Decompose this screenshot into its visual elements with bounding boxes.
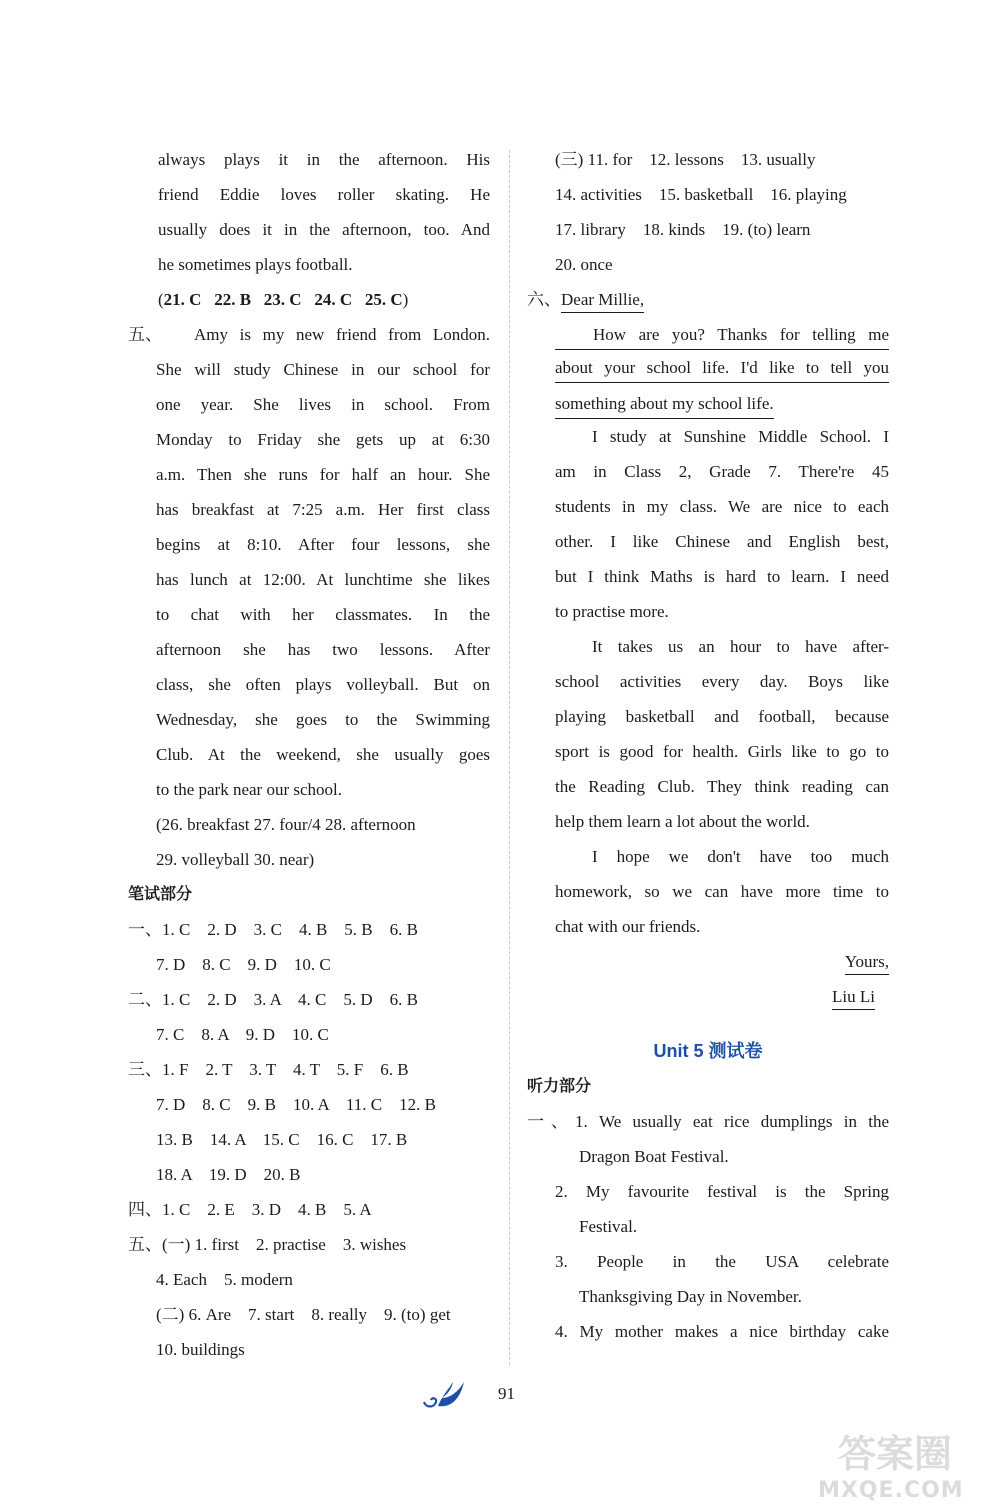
text-line: sport is good for health. Girls like to go to	[555, 742, 889, 761]
text-line: 2. My favourite festival is the Spring	[555, 1182, 889, 1201]
underlined-line	[555, 354, 889, 383]
text-line: 4. My mother makes a nice birthday cake	[555, 1322, 889, 1341]
text-line: other. I like Chinese and English best,	[555, 532, 889, 551]
letter-signature-line	[527, 979, 889, 1014]
answer-line: 7. C 8. A 9. D 10. C	[156, 1025, 329, 1044]
left-column	[128, 142, 490, 1367]
text-line: Thanksgiving Day in November.	[579, 1287, 802, 1306]
text-line: 3. People in the USA celebrate	[555, 1252, 889, 1271]
letter-closing: Yours,	[845, 950, 889, 975]
watermark	[808, 1418, 998, 1510]
text-line: to chat with her classmates. In the	[156, 605, 490, 624]
text-line: he sometimes plays football.	[158, 255, 353, 274]
watermark-url: MXQE.COM	[818, 1478, 964, 1503]
text-line: has breakfast at 7:25 a.m. Her first class	[156, 500, 490, 519]
text-line: usually does it in the afternoon, too. And	[158, 220, 490, 239]
answer-24: 24. C	[314, 290, 353, 309]
swirl-bird-logo-icon	[420, 1378, 470, 1412]
answer-line: (三) 11. for 12. lessons 13. usually	[555, 150, 816, 169]
text-line: students in my class. We are nice to each	[555, 497, 889, 516]
text-line: has lunch at 12:00. At lunchtime she likes	[156, 570, 490, 589]
section-5-first-line	[128, 317, 490, 352]
text-line: one year. She lives in school. From	[156, 395, 490, 414]
text-line: the Reading Club. They think reading can	[555, 777, 889, 796]
answer-line-29-30: 29. volleyball 30. near)	[156, 850, 315, 869]
answer-line: 7. D 8. C 9. D 10. C	[156, 955, 331, 974]
answer-23: 23. C	[263, 290, 302, 309]
letter-closing-line	[527, 944, 889, 979]
underlined-last-wrap	[555, 386, 889, 419]
answer-21: 21. C	[163, 290, 202, 309]
answer-line: 7. D 8. C 9. B 10. A 11. C 12. B	[156, 1095, 436, 1114]
text-line: a.m. Then she runs for half an hour. She	[156, 465, 490, 484]
text-line: am in Class 2, Grade 7. There're 45	[555, 462, 889, 481]
text-line: to the park near our school.	[156, 780, 342, 799]
underlined-text: How are you? Thanks for telling me	[593, 325, 889, 344]
section-marker: 六、	[527, 290, 561, 309]
column-divider	[509, 150, 510, 1365]
answer-25: 25. C	[364, 290, 403, 309]
page-number: 91	[498, 1384, 515, 1403]
letter-signature: Liu Li	[832, 985, 875, 1010]
text-line: Amy is my new friend from London.	[194, 325, 490, 344]
text-line: friend Eddie loves roller skating. He	[158, 185, 490, 204]
text-line: Wednesday, she goes to the Swimming	[156, 710, 490, 729]
text-line: class, she often plays volleyball. But on	[156, 675, 490, 694]
answer-line: 20. once	[555, 255, 613, 274]
text-line: help them learn a lot about the world.	[555, 812, 810, 831]
answer-line: 二、1. C 2. D 3. A 4. C 5. D 6. B	[128, 990, 418, 1009]
letter-greeting: Dear Millie,	[561, 288, 644, 313]
answer-line: 一、1. C 2. D 3. C 4. B 5. B 6. B	[128, 920, 418, 939]
text-line: homework, so we can have more time to	[555, 882, 889, 901]
text-line: Festival.	[579, 1217, 638, 1236]
text-line: school activities every day. Boys like	[555, 672, 889, 691]
unit-title: Unit 5 测试卷	[653, 1041, 763, 1061]
answer-line: 14. activities 15. basketball 16. playing	[555, 185, 847, 204]
text-line: Club. At the weekend, she usually goes	[156, 745, 490, 764]
answer-line: 四、1. C 2. E 3. D 4. B 5. A	[128, 1200, 372, 1219]
text-line: begins at 8:10. After four lessons, she	[156, 535, 490, 554]
text-line: Monday to Friday she gets up at 6:30	[156, 430, 490, 449]
text-line: to practise more.	[555, 602, 669, 621]
text-line: playing basketball and football, because	[555, 707, 889, 726]
text-line: Dragon Boat Festival.	[579, 1147, 729, 1166]
page-footer	[420, 1378, 580, 1418]
answer-line: 17. library 18. kinds 19. (to) learn	[555, 220, 811, 239]
answer-line: 五、(一) 1. first 2. practise 3. wishes	[128, 1235, 407, 1254]
answer-line: 三、1. F 2. T 3. T 4. T 5. F 6. B	[128, 1060, 409, 1079]
text-line: She will study Chinese in our school for	[156, 360, 490, 379]
section-marker: 五、	[128, 325, 162, 344]
text-line: chat with our friends.	[555, 917, 701, 936]
watermark-chars: 答案圈	[838, 1432, 953, 1476]
section-6-first-line	[527, 282, 889, 317]
answer-line-26-28: (26. breakfast 27. four/4 28. afternoon	[156, 815, 416, 834]
answer-line: 10. buildings	[156, 1340, 245, 1359]
text-line: It takes us an hour to have after-	[592, 637, 889, 656]
text-line: but I think Maths is hard to learn. I need	[555, 567, 889, 586]
right-column	[527, 142, 889, 1349]
answer-line-21-25: (21. C 22. B 23. C 24. C 25. C)	[158, 290, 409, 309]
text-line: I hope we don't have too much	[592, 847, 889, 866]
answer-line: 4. Each 5. modern	[156, 1270, 293, 1289]
answer-line: 13. B 14. A 15. C 16. C 17. B	[156, 1130, 408, 1149]
answer-22: 22. B	[214, 290, 252, 309]
text-line: always plays it in the afternoon. His	[158, 150, 490, 169]
text-line: 一、1. We usually eat rice dumplings in the	[527, 1112, 889, 1131]
underlined-text: something about my school life.	[555, 390, 774, 419]
underlined-line	[555, 321, 889, 350]
written-section-heading: 笔试部分	[128, 886, 193, 903]
answer-line: 18. A 19. D 20. B	[156, 1165, 301, 1184]
text-line: I study at Sunshine Middle School. I	[592, 427, 889, 446]
listening-section-heading: 听力部分	[527, 1078, 592, 1095]
text-line: afternoon she has two lessons. After	[156, 640, 490, 659]
answer-line: (二) 6. Are 7. start 8. really 9. (to) get	[156, 1305, 451, 1324]
underlined-text: about your school life. I'd like to tell you	[555, 358, 889, 377]
